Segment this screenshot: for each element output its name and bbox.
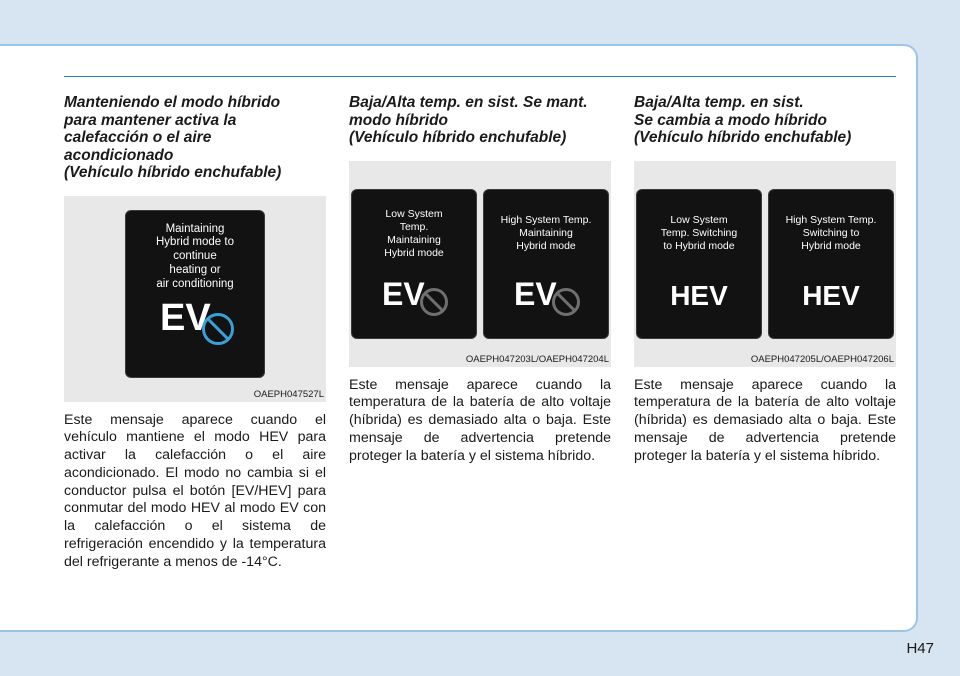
prohibited-icon xyxy=(552,288,580,316)
figure-code: OAEPH047203L/OAEPH047204L xyxy=(465,353,609,365)
mode-label: EV xyxy=(382,275,425,312)
screen-message: Low System Temp. Maintaining Hybrid mode xyxy=(384,207,444,259)
mode-label: HEV xyxy=(670,279,728,311)
mode-label: HEV xyxy=(802,279,860,311)
warning-figure xyxy=(349,161,611,367)
warning-figure xyxy=(634,161,896,367)
section-heading: Baja/Alta temp. en sist. Se mant. modo híbrido (Vehículo híbrido enchufable) xyxy=(349,94,588,146)
prohibited-icon xyxy=(420,288,448,316)
section-paragraph: Este mensaje aparece cuando el vehículo mantiene el modo HEV para activar la calefacción o el aire acondicionado. El modo no cambia si el conductor pulsa el botón [EV/HEV] para conmutar del modo HEV al modo EV con la calefacción o el sistema de refrigeración encendido y la temperatura del refrigerante a menos de -14°C. xyxy=(64,411,326,570)
section-paragraph: Este mensaje aparece cuando la temperatura de la batería de alto voltaje (híbrida) es demasiado alta o baja. Este mensaje de advertencia pretende proteger la batería y el sistema híbrido. xyxy=(634,376,896,464)
cluster-screen-high-temp xyxy=(483,189,609,339)
section-maintaining-hybrid xyxy=(64,94,326,572)
prohibited-icon xyxy=(202,313,234,345)
header-rule xyxy=(64,76,896,77)
section-low-high-temp-maintain xyxy=(349,94,611,465)
screen-message: High System Temp. Switching to Hybrid mode xyxy=(785,213,877,252)
cluster-screen-high-temp xyxy=(768,189,894,339)
warning-figure xyxy=(64,196,326,402)
screen-message: High System Temp. Maintaining Hybrid mode xyxy=(500,213,592,252)
section-low-high-temp-switch xyxy=(634,94,896,465)
screen-message: Maintaining Hybrid mode to continue heating or air conditioning xyxy=(156,222,234,290)
section-heading: Baja/Alta temp. en sist. Se cambia a modo híbrido (Vehículo híbrido enchufable) xyxy=(634,94,852,146)
figure-code: OAEPH047527L xyxy=(253,388,324,400)
screen-message: Low System Temp. Switching to Hybrid mode xyxy=(660,213,738,252)
cluster-screen xyxy=(125,210,265,378)
section-heading: Manteniendo el modo híbrido para mantener activa la calefacción o el aire acondicionado (Vehículo híbrido enchufable) xyxy=(64,94,282,181)
figure-code: OAEPH047205L/OAEPH047206L xyxy=(750,353,894,365)
mode-label: EV xyxy=(514,275,557,312)
cluster-screen-low-temp xyxy=(636,189,762,339)
section-paragraph: Este mensaje aparece cuando la temperatura de la batería de alto voltaje (híbrida) es demasiado alta o baja. Este mensaje de advertencia pretende proteger la batería y el sistema híbrido. xyxy=(349,376,611,464)
page-number: H47 xyxy=(906,640,934,657)
mode-label: EV xyxy=(160,296,211,339)
cluster-screen-low-temp xyxy=(351,189,477,339)
